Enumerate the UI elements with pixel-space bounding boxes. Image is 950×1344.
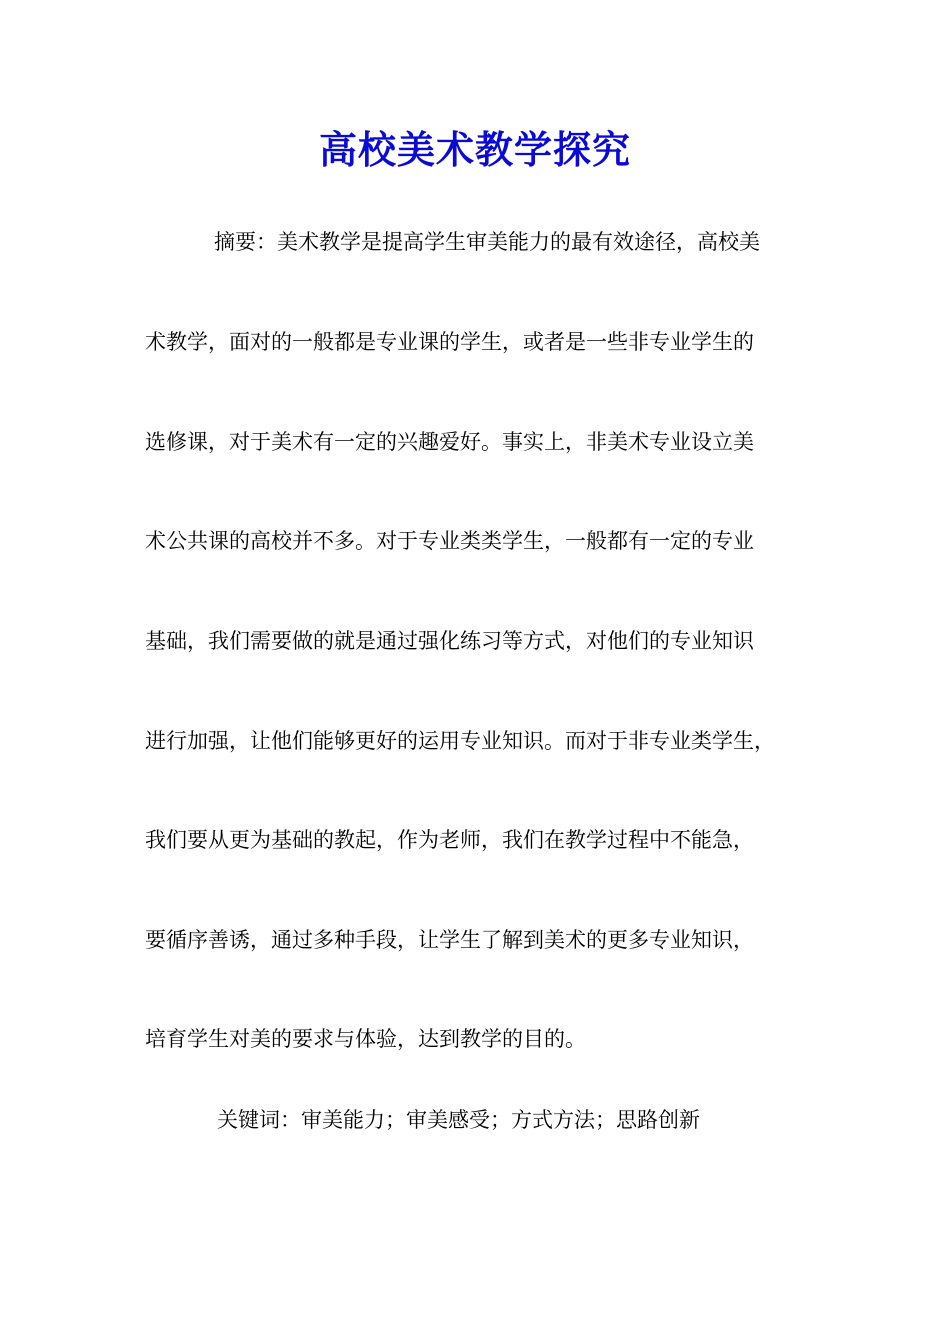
abstract-line-8: 要循序善诱，通过多种手段，让学生了解到美术的更多专业知识， xyxy=(145,928,754,952)
abstract-line-3: 选修课，对于美术有一定的兴趣爱好。事实上，非美术专业设立美 xyxy=(145,430,754,454)
abstract-line-6: 进行加强，让他们能够更好的运用专业知识。而对于非专业类学生， xyxy=(145,729,775,753)
abstract-line-7: 我们要从更为基础的教起，作为老师，我们在教学过程中不能急， xyxy=(145,828,754,852)
keywords-line: 关键词：审美能力；审美感受；方式方法；思路创新 xyxy=(217,1108,700,1132)
document-title: 高校美术教学探究 xyxy=(318,127,631,172)
abstract-line-5: 基础，我们需要做的就是通过强化练习等方式，对他们的专业知识 xyxy=(145,629,754,653)
abstract-line-1: 摘要：美术教学是提高学生审美能力的最有效途径，高校美 xyxy=(214,230,760,254)
abstract-line-4: 术公共课的高校并不多。对于专业类类学生，一般都有一定的专业 xyxy=(145,529,754,553)
abstract-line-9: 培育学生对美的要求与体验，达到教学的目的。 xyxy=(145,1027,586,1051)
abstract-line-2: 术教学，面对的一般都是专业课的学生，或者是一些非专业学生的 xyxy=(145,330,754,354)
